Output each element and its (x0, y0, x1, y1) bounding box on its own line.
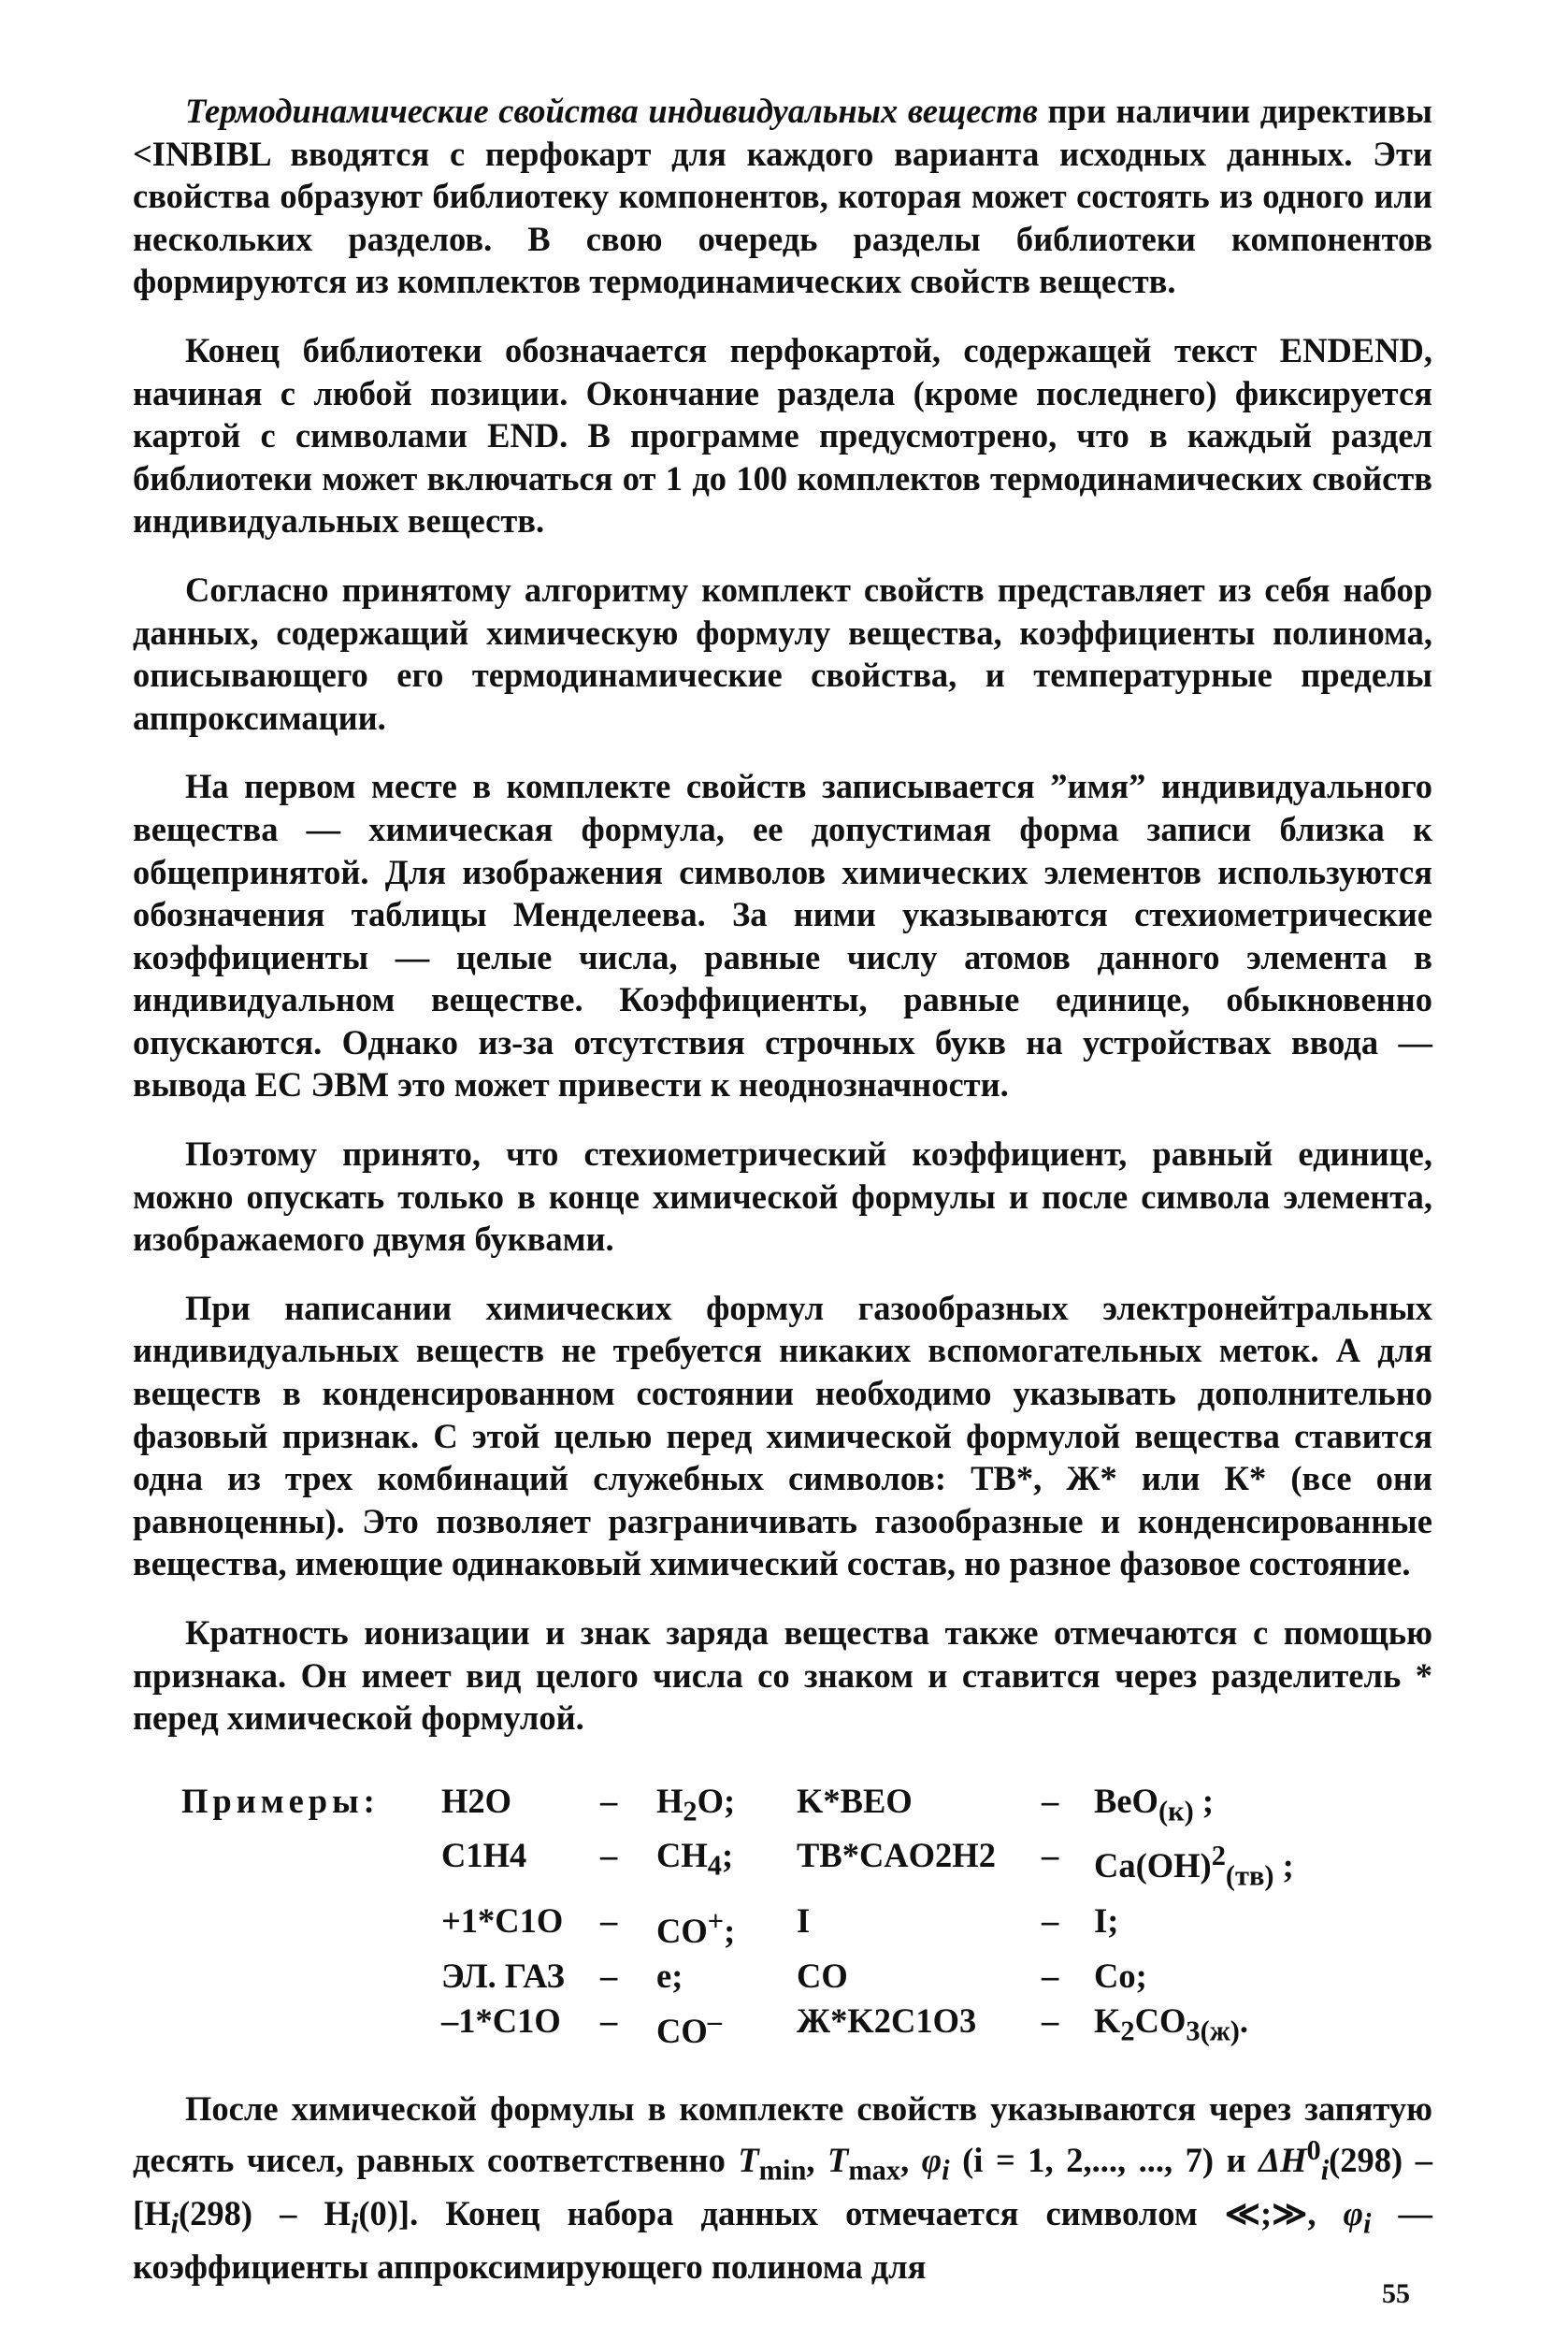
example-dash: – (600, 1956, 618, 1995)
example-formula-1: CO– (656, 2004, 722, 2050)
example-code-2: I (797, 1900, 811, 1940)
page-number: 55 (1382, 2278, 1410, 2309)
example-dash: – (600, 1781, 618, 1820)
example-code-2: ТВ*CAO2H2 (797, 1836, 996, 1875)
example-code-1: ЭЛ. ГАЗ (441, 1956, 565, 1995)
example-dash: – (1042, 2001, 1059, 2040)
example-row (181, 1999, 1294, 2054)
example-formula-2: I; (1094, 1900, 1119, 1940)
example-formula-2: $K_2CO_{3(ж)}$. (1094, 2001, 1248, 2046)
example-dash: – (1042, 1956, 1059, 1995)
example-code-2: CO (797, 1956, 848, 1995)
example-code-2: K*BEO (797, 1781, 913, 1820)
paragraph-7: Кратность ионизации и знак заряда вещества также отмечаются с помощью признака. Он имеет вид целого числа со знаком и ставится через разделитель * перед химической формулой. (133, 1613, 1432, 1738)
example-formula-2: BeO$_{(к)}$ ; (1094, 1781, 1214, 1827)
example-formula-1: $CH_4$; (656, 1836, 734, 1882)
example-dash: – (1042, 1781, 1059, 1820)
paragraph-3: Согласно принятому алгоритму комплект свойств представляет из себя набор данных, содержащий химическую формулу вещества, коэффициенты полинома, описывающего его термодинамические свойства, и температурные пределы аппроксимации. (133, 570, 1432, 737)
paragraph-4: На первом месте в комплекте свойств записывается ”имя” индивидуального вещества — химическая формула, ее допустимая форма записи близка к общепринятой. Для изображения символов химических элементов используются обозначения таблицы Менделеева. За ними указываются стехиометрические коэффициенты — целые числа, равные числу атомов данного элемента в индивидуальном веществе. Коэффициенты, равные единице, обыкновенно опускаются. Однако из-за отсутствия строчных букв на устройствах ввода — вывода ЕС ЭВМ это может привести к неоднозначности. (133, 767, 1432, 1105)
example-code-1: +1*C1O (441, 1900, 564, 1940)
example-formula-1: CO+; (656, 1904, 736, 1950)
example-dash: – (600, 2001, 618, 2040)
example-row (181, 1833, 1294, 1898)
example-formula-1: e; (656, 1956, 683, 1995)
examples-table (181, 1779, 1294, 2054)
example-row (181, 1899, 1294, 1954)
example-row (181, 1779, 1294, 1833)
paragraph-1 (133, 90, 1432, 303)
paragraph-1-lead: Термодинамические свойства индивидуальных веществ (185, 92, 1038, 130)
example-code-1: –1*C1O (441, 2001, 561, 2040)
example-dash: – (1042, 1836, 1059, 1875)
paragraph-2: Конец библиотеки обозначается перфокартой, содержащей текст ENDEND, начиная с любой позиции. Окончание раздела (кроме последнего) фиксируется картой с символами END. В программе предусмотрено, что в каждый раздел библиотеки может включаться от 1 до 100 комплектов термодинамических свойств индивидуальных веществ. (133, 330, 1432, 541)
paragraph-8: После химической формулы в комплекте свойств указываются через запятую десять чисел, равных соответственно $T_{min}$, $T_{max}$, $\varphi_i$ (i = 1, 2,..., ..., 7) и $\Delta H^0_i(298) - [H_i(298) - H_i(0)]$. Конец набора данных отмечается символом ≪;≫, $\varphi_i$ — коэффициенты аппроксимирующего полинома для (133, 2088, 1433, 2287)
paragraph-5: Поэтому принято, что стехиометрический коэффициент, равный единице, можно опускать только в конце химической формулы и после символа элемента, изображаемого двумя буквами. (133, 1134, 1432, 1259)
examples-label: Примеры: (181, 1781, 380, 1820)
example-dash: – (600, 1900, 618, 1940)
examples-block (181, 1779, 1432, 2054)
example-formula-2: Ca(OH)$^2_{(тв)}$ ; (1094, 1840, 1294, 1892)
example-code-1: H2O (441, 1781, 512, 1820)
example-code-1: C1H4 (441, 1836, 527, 1875)
example-dash: – (600, 1836, 618, 1875)
example-code-2: Ж*K2C1O3 (797, 2001, 977, 2040)
paragraph-6: При написании химических формул газообразных электронейтральных индивидуальных веществ не требуется никаких вспомогательных меток. А для веществ в конденсированном состоянии необходимо указывать дополнительно фазовый признак. С этой целью перед химической формулой вещества ставится одна из трех комбинаций служебных символов: ТВ*, Ж* или К* (все они равноценны). Это позволяет разграничивать газообразные и конденсированные вещества, имеющие одинаковый химический состав, но разное фазовое состояние. (133, 1288, 1432, 1583)
example-dash: – (1042, 1900, 1059, 1940)
page-content (133, 90, 1432, 2315)
example-formula-2: Co; (1094, 1956, 1147, 1995)
example-formula-1: $H_2O$; (656, 1781, 736, 1827)
example-row (181, 1954, 1294, 1999)
paragraph-1-text: при наличии директивы <INBIBL вводятся с перфокарт для каждого варианта исходных данных. Эти свойства образуют библиотеку компонентов, которая может состоять из одного или нескольких разделов. В свою очередь разделы библиотеки компонентов формируются из комплектов термодинамических свойств веществ. (133, 92, 1432, 301)
